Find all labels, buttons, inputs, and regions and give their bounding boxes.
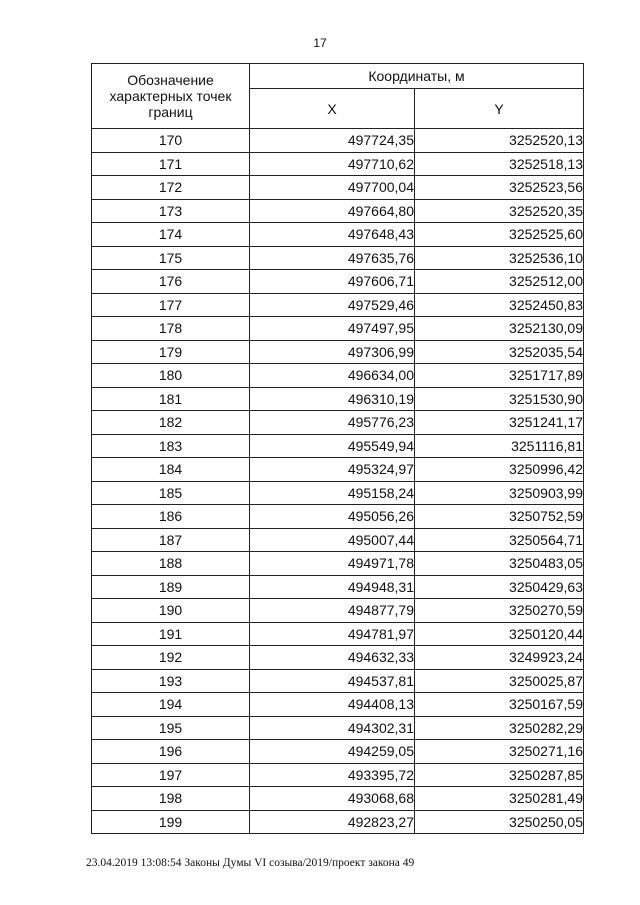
point-cell: 194: [92, 693, 250, 717]
x-coordinate-cell: 494877,79: [250, 599, 415, 623]
x-coordinate-cell: 495007,44: [250, 528, 415, 552]
table-row: [92, 387, 584, 411]
x-coordinate-cell: 492823,27: [250, 810, 415, 834]
point-cell: 191: [92, 622, 250, 646]
table-row: [92, 528, 584, 552]
point-cell: 196: [92, 740, 250, 764]
x-coordinate-cell: 496634,00: [250, 364, 415, 388]
x-coordinate-cell: 494781,97: [250, 622, 415, 646]
point-cell: 190: [92, 599, 250, 623]
table-row: [92, 575, 584, 599]
x-coordinate-cell: 497664,80: [250, 199, 415, 223]
y-coordinate-cell: 3250270,59: [415, 599, 584, 623]
x-coordinate-cell: 494537,81: [250, 669, 415, 693]
y-coordinate-cell: 3252523,56: [415, 176, 584, 200]
table-row: [92, 434, 584, 458]
y-coordinate-cell: 3250287,85: [415, 763, 584, 787]
coordinates-table: [91, 63, 584, 834]
table-row: [92, 481, 584, 505]
document-footer: 23.04.2019 13:08:54 Законы Думы VI созыва/2019/проект закона 49: [86, 857, 415, 869]
point-cell: 181: [92, 387, 250, 411]
x-coordinate-cell: 497497,95: [250, 317, 415, 341]
point-cell: 177: [92, 293, 250, 317]
coordinates-group-header: Координаты, м: [250, 64, 584, 89]
point-cell: 184: [92, 458, 250, 482]
table-row: [92, 270, 584, 294]
y-coordinate-cell: 3250250,05: [415, 810, 584, 834]
y-coordinate-cell: 3250996,42: [415, 458, 584, 482]
table-row: [92, 293, 584, 317]
y-coordinate-cell: 3250025,87: [415, 669, 584, 693]
table-row: [92, 317, 584, 341]
x-coordinate-cell: 495776,23: [250, 411, 415, 435]
table-row: [92, 152, 584, 176]
x-coordinate-cell: 497606,71: [250, 270, 415, 294]
x-coordinate-cell: 496310,19: [250, 387, 415, 411]
x-column-header: X: [250, 89, 415, 129]
x-coordinate-cell: 497635,76: [250, 246, 415, 270]
x-coordinate-cell: 495056,26: [250, 505, 415, 529]
point-cell: 179: [92, 340, 250, 364]
point-cell: 174: [92, 223, 250, 247]
point-cell: 182: [92, 411, 250, 435]
x-coordinate-cell: 495324,97: [250, 458, 415, 482]
point-cell: 186: [92, 505, 250, 529]
y-coordinate-cell: 3252520,13: [415, 129, 584, 153]
table-row: [92, 787, 584, 811]
table-row: [92, 622, 584, 646]
x-coordinate-cell: 497648,43: [250, 223, 415, 247]
table-row: [92, 176, 584, 200]
y-coordinate-cell: 3252130,09: [415, 317, 584, 341]
y-coordinate-cell: 3250903,99: [415, 481, 584, 505]
y-coordinate-cell: 3251530,90: [415, 387, 584, 411]
y-coordinate-cell: 3250120,44: [415, 622, 584, 646]
point-cell: 178: [92, 317, 250, 341]
table-row: [92, 505, 584, 529]
point-cell: 189: [92, 575, 250, 599]
table-row: [92, 129, 584, 153]
point-cell: 195: [92, 716, 250, 740]
x-coordinate-cell: 493395,72: [250, 763, 415, 787]
table-row: [92, 763, 584, 787]
x-coordinate-cell: 494948,31: [250, 575, 415, 599]
point-cell: 175: [92, 246, 250, 270]
point-cell: 197: [92, 763, 250, 787]
table-row: [92, 599, 584, 623]
page-number: 17: [313, 36, 327, 50]
y-coordinate-cell: 3251116,81: [415, 434, 584, 458]
y-column-header: Y: [415, 89, 584, 129]
table-row: [92, 246, 584, 270]
table-row: [92, 364, 584, 388]
table-row: [92, 458, 584, 482]
point-cell: 192: [92, 646, 250, 670]
x-coordinate-cell: 497710,62: [250, 152, 415, 176]
x-coordinate-cell: 494259,05: [250, 740, 415, 764]
point-cell: 170: [92, 129, 250, 153]
y-coordinate-cell: 3252536,10: [415, 246, 584, 270]
y-coordinate-cell: 3251241,17: [415, 411, 584, 435]
x-coordinate-cell: 497529,46: [250, 293, 415, 317]
y-coordinate-cell: 3250483,05: [415, 552, 584, 576]
y-coordinate-cell: 3250271,16: [415, 740, 584, 764]
point-cell: 199: [92, 810, 250, 834]
point-cell: 172: [92, 176, 250, 200]
x-coordinate-cell: 494971,78: [250, 552, 415, 576]
point-cell: 187: [92, 528, 250, 552]
y-coordinate-cell: 3252450,83: [415, 293, 584, 317]
point-cell: 171: [92, 152, 250, 176]
y-coordinate-cell: 3250564,71: [415, 528, 584, 552]
table-row: [92, 199, 584, 223]
x-coordinate-cell: 495549,94: [250, 434, 415, 458]
table-row: [92, 693, 584, 717]
x-coordinate-cell: 497700,04: [250, 176, 415, 200]
table-row: [92, 340, 584, 364]
point-cell: 176: [92, 270, 250, 294]
point-cell: 198: [92, 787, 250, 811]
y-coordinate-cell: 3252520,35: [415, 199, 584, 223]
point-cell: 183: [92, 434, 250, 458]
table-body: [92, 129, 584, 834]
point-cell: 193: [92, 669, 250, 693]
x-coordinate-cell: 494632,33: [250, 646, 415, 670]
table-row: [92, 223, 584, 247]
table-header: [92, 64, 584, 129]
point-cell: 180: [92, 364, 250, 388]
x-coordinate-cell: 495158,24: [250, 481, 415, 505]
y-coordinate-cell: 3252525,60: [415, 223, 584, 247]
point-cell: 173: [92, 199, 250, 223]
y-coordinate-cell: 3249923,24: [415, 646, 584, 670]
y-coordinate-cell: 3250752,59: [415, 505, 584, 529]
x-coordinate-cell: 494302,31: [250, 716, 415, 740]
y-coordinate-cell: 3250429,63: [415, 575, 584, 599]
y-coordinate-cell: 3252512,00: [415, 270, 584, 294]
table-row: [92, 810, 584, 834]
y-coordinate-cell: 3250167,59: [415, 693, 584, 717]
point-cell: 188: [92, 552, 250, 576]
point-column-header: Обозначение характерных точек границ: [92, 64, 250, 129]
y-coordinate-cell: 3250282,29: [415, 716, 584, 740]
table-row: [92, 646, 584, 670]
x-coordinate-cell: 494408,13: [250, 693, 415, 717]
y-coordinate-cell: 3250281,49: [415, 787, 584, 811]
table-row: [92, 740, 584, 764]
table-row: [92, 669, 584, 693]
y-coordinate-cell: 3252518,13: [415, 152, 584, 176]
table-row: [92, 411, 584, 435]
table-row: [92, 552, 584, 576]
y-coordinate-cell: 3252035,54: [415, 340, 584, 364]
x-coordinate-cell: 493068,68: [250, 787, 415, 811]
table-row: [92, 716, 584, 740]
point-cell: 185: [92, 481, 250, 505]
x-coordinate-cell: 497306,99: [250, 340, 415, 364]
x-coordinate-cell: 497724,35: [250, 129, 415, 153]
y-coordinate-cell: 3251717,89: [415, 364, 584, 388]
